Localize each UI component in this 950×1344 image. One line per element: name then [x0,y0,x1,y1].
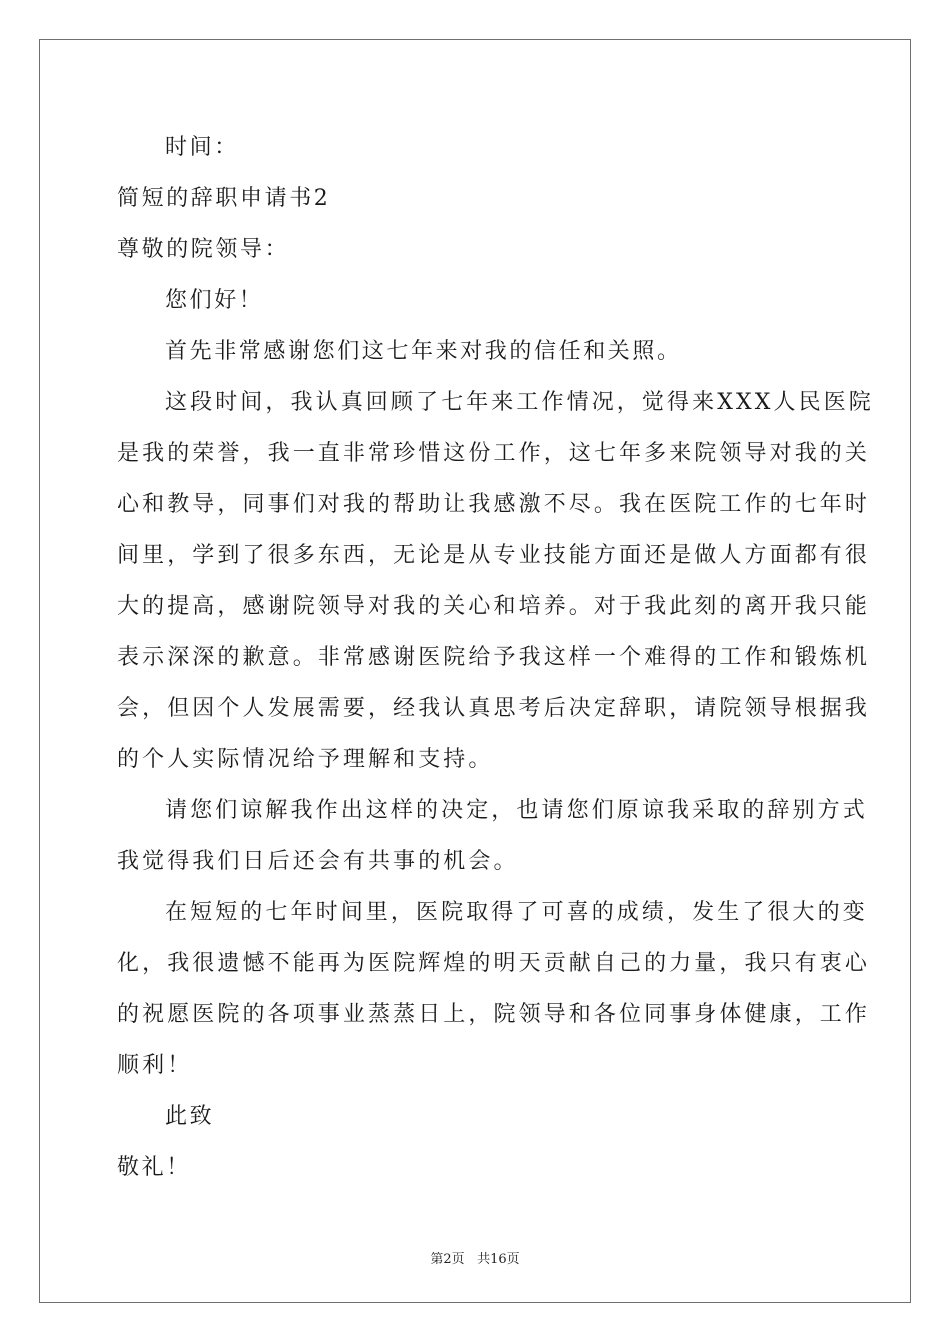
paragraph-line: 在短短的七年时间里，医院取得了可喜的成绩，发生了很大的变 [165,900,868,925]
paragraph-line: 是我的荣誉，我一直非常珍惜这份工作，这七年多来院领导对我的关 [117,441,871,466]
paragraph-line: 这段时间，我认真回顾了七年来工作情况，觉得来XXX人民医院 [165,390,874,415]
greeting: 您们好！ [165,288,264,313]
paragraph-review [117,377,874,785]
salutation: 尊敬的院领导： [117,237,290,262]
paragraph-thanks: 首先非常感谢您们这七年来对我的信任和关照。 [165,339,682,364]
time-label: 时间： [165,135,239,160]
paragraph-line: 的祝愿医院的各项事业蒸蒸日上，院领导和各位同事身体健康，工作 [117,1002,871,1027]
document-body [117,122,874,1193]
paragraph-line: 顺利！ [117,1053,193,1078]
paragraph-line: 会，但因个人发展需要，经我认真思考后决定辞职，请院领导根据我 [117,696,871,721]
paragraph-line: 请您们谅解我作出这样的决定，也请您们原谅我采取的辞别方式 [165,798,868,823]
paragraph-line: 我觉得我们日后还会有共事的机会。 [117,849,519,874]
paragraph-line: 心和教导，同事们对我的帮助让我感激不尽。我在医院工作的七年时 [117,492,871,517]
page-footer [0,1248,950,1267]
paragraph-apology [117,785,868,887]
page-number: 第2页 [430,1252,465,1267]
paragraph-line: 大的提高，感谢院领导对我的关心和培养。对于我此刻的离开我只能 [117,594,871,619]
paragraph-wishes [117,887,871,1091]
closing-jingli: 敬礼！ [117,1155,191,1180]
paragraph-line: 的个人实际情况给予理解和支持。 [117,747,494,772]
closing-zhizhi: 此致 [165,1104,215,1129]
document-title: 简短的辞职申请书2 [117,186,331,211]
paragraph-line: 表示深深的歉意。非常感谢医院给予我这样一个难得的工作和锻炼机 [117,645,871,670]
paragraph-line: 化，我很遗憾不能再为医院辉煌的明天贡献自己的力量，我只有衷心 [117,951,871,976]
page-total: 共16页 [477,1252,520,1267]
paragraph-line: 间里，学到了很多东西，无论是从专业技能方面还是做人方面都有很 [117,543,871,568]
